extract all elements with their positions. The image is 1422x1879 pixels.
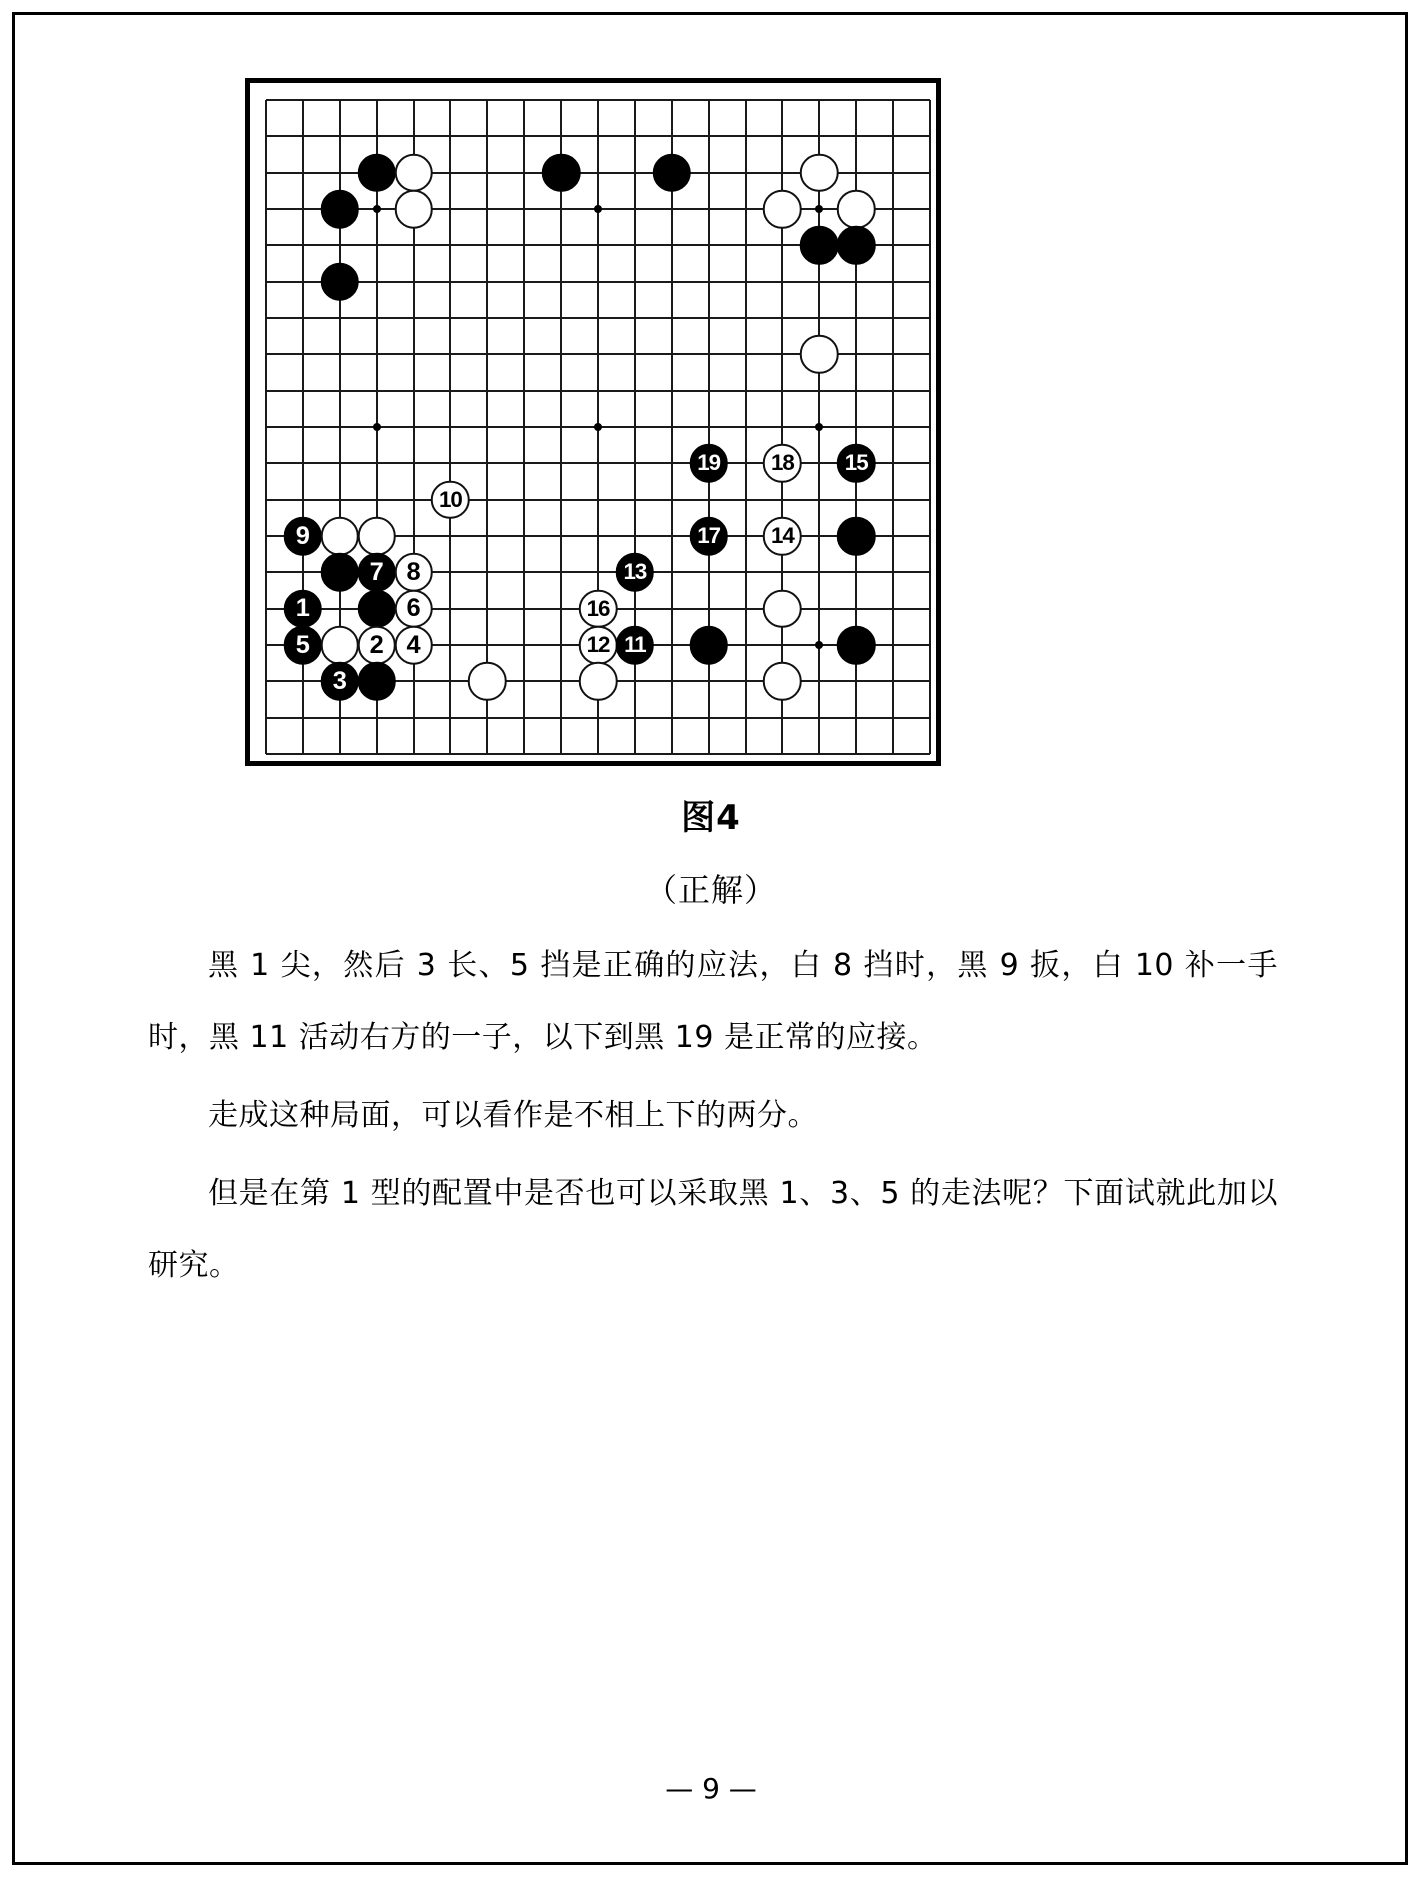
stone-number: 19 bbox=[697, 450, 721, 476]
stone-number: 3 bbox=[332, 666, 347, 695]
stone-white-6[interactable] bbox=[394, 589, 433, 628]
stone-number: 4 bbox=[406, 630, 421, 659]
star-point bbox=[815, 423, 823, 431]
stone-white-10[interactable] bbox=[431, 480, 470, 519]
grid-line-horizontal bbox=[266, 717, 930, 719]
stone-black-13[interactable] bbox=[616, 553, 655, 592]
stone-black[interactable] bbox=[689, 626, 728, 665]
stone-white-18[interactable] bbox=[763, 444, 802, 483]
paragraph: 走成这种局面，可以看作是不相上下的两分。 bbox=[208, 1098, 818, 1133]
stone-number: 13 bbox=[623, 559, 647, 585]
star-point bbox=[594, 205, 602, 213]
stone-white[interactable] bbox=[394, 190, 433, 229]
stone-white[interactable] bbox=[321, 517, 360, 556]
stone-number: 16 bbox=[586, 595, 610, 621]
stone-white-12[interactable] bbox=[579, 626, 618, 665]
stone-white[interactable] bbox=[800, 153, 839, 192]
stone-number: 9 bbox=[295, 521, 310, 550]
body-text bbox=[148, 930, 1278, 1308]
stone-black[interactable] bbox=[542, 153, 581, 192]
stone-number: 1 bbox=[295, 593, 310, 622]
grid-line-horizontal bbox=[266, 135, 930, 137]
stone-black[interactable] bbox=[837, 517, 876, 556]
stone-black[interactable] bbox=[653, 153, 692, 192]
stone-white[interactable] bbox=[763, 662, 802, 701]
stone-white[interactable] bbox=[837, 190, 876, 229]
stone-black-17[interactable] bbox=[689, 517, 728, 556]
stone-black-5[interactable] bbox=[284, 626, 323, 665]
stone-number: 2 bbox=[369, 630, 384, 659]
stone-white[interactable] bbox=[357, 517, 396, 556]
stone-white[interactable] bbox=[800, 335, 839, 374]
stone-white-16[interactable] bbox=[579, 589, 618, 628]
stone-number: 8 bbox=[406, 557, 421, 586]
go-board-figure bbox=[245, 78, 941, 766]
stone-black-11[interactable] bbox=[616, 626, 655, 665]
paragraph: 黑 1 尖，然后 3 长、5 挡是正确的应法，白 8 挡时，黑 9 扳，白 10 补一手时，黑 11 活动右方的一子，以下到黑 19 是正常的应接。 bbox=[148, 948, 1278, 1055]
stone-number: 12 bbox=[586, 631, 610, 657]
stone-black-19[interactable] bbox=[689, 444, 728, 483]
star-point bbox=[815, 641, 823, 649]
stone-number: 18 bbox=[771, 450, 794, 476]
grid-line-horizontal bbox=[266, 99, 930, 101]
stone-black-1[interactable] bbox=[284, 589, 323, 628]
go-board[interactable] bbox=[245, 78, 941, 766]
stone-number: 5 bbox=[295, 630, 310, 659]
stone-black-15[interactable] bbox=[837, 444, 876, 483]
grid-line-horizontal bbox=[266, 462, 930, 464]
stone-number: 6 bbox=[406, 593, 421, 622]
stone-black[interactable] bbox=[321, 553, 360, 592]
star-point bbox=[594, 423, 602, 431]
stone-number: 11 bbox=[624, 631, 646, 657]
stone-white[interactable] bbox=[763, 190, 802, 229]
stone-white[interactable] bbox=[763, 589, 802, 628]
stone-number: 10 bbox=[439, 486, 462, 512]
star-point bbox=[373, 423, 381, 431]
stone-number: 14 bbox=[771, 522, 794, 548]
grid-line-horizontal bbox=[266, 390, 930, 392]
stone-black-3[interactable] bbox=[321, 662, 360, 701]
stone-black[interactable] bbox=[837, 226, 876, 265]
grid-line-horizontal bbox=[266, 317, 930, 319]
stone-white[interactable] bbox=[468, 662, 507, 701]
grid-line-horizontal bbox=[266, 753, 930, 755]
star-point bbox=[373, 205, 381, 213]
stone-white[interactable] bbox=[321, 626, 360, 665]
stone-black[interactable] bbox=[321, 262, 360, 301]
stone-white-4[interactable] bbox=[394, 626, 433, 665]
stone-white[interactable] bbox=[579, 662, 618, 701]
stone-number: 7 bbox=[369, 557, 384, 586]
star-point bbox=[815, 205, 823, 213]
stone-white-14[interactable] bbox=[763, 517, 802, 556]
figure-subcaption: （正解） bbox=[644, 871, 777, 909]
stone-black[interactable] bbox=[357, 662, 396, 701]
stone-black-9[interactable] bbox=[284, 517, 323, 556]
grid-line-horizontal bbox=[266, 281, 930, 283]
figure-caption: 图4 bbox=[681, 798, 741, 838]
grid-line-horizontal bbox=[266, 499, 930, 501]
stone-white[interactable] bbox=[394, 153, 433, 192]
stone-number: 15 bbox=[844, 450, 868, 476]
stone-black[interactable] bbox=[837, 626, 876, 665]
paragraph: 但是在第 1 型的配置中是否也可以采取黑 1、3、5 的走法呢？下面试就此加以研究。 bbox=[148, 1176, 1278, 1283]
stone-white-8[interactable] bbox=[394, 553, 433, 592]
stone-black[interactable] bbox=[357, 153, 396, 192]
stone-white-2[interactable] bbox=[357, 626, 396, 665]
page-number: — 9 — bbox=[665, 1772, 757, 1805]
stone-black[interactable] bbox=[800, 226, 839, 265]
stone-black-7[interactable] bbox=[357, 553, 396, 592]
stone-black[interactable] bbox=[357, 589, 396, 628]
stone-black[interactable] bbox=[321, 190, 360, 229]
stone-number: 17 bbox=[697, 522, 721, 548]
